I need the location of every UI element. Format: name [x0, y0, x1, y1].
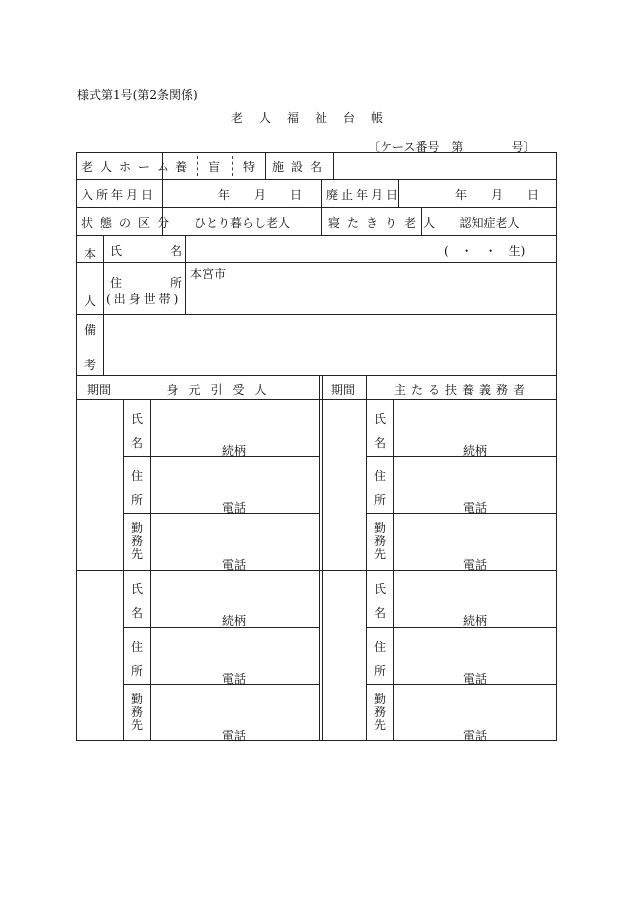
supporter2-workplace-label: 勤 務 先 — [373, 692, 386, 732]
person-address-sub-label: (出身世帯) — [106, 292, 182, 306]
supporter1-name-label-1: 氏 — [374, 412, 387, 426]
period-header-right: 期間 — [331, 383, 356, 397]
nursing-home-type-mo[interactable]: 盲 — [208, 160, 221, 174]
person-name-label-1: 氏 — [110, 244, 123, 258]
guarantor1-workplace-phone-label: 電話 — [222, 558, 247, 572]
nursing-home-type-yo[interactable]: 養 — [175, 160, 188, 174]
guarantor2-name-label-2: 名 — [131, 606, 144, 620]
person-name-label-2: 名 — [170, 244, 183, 258]
person-side-label-bottom: 人 — [84, 294, 97, 308]
person-side-label-top: 本 — [84, 247, 97, 261]
guarantor1-address-label-1: 住 — [131, 469, 144, 483]
facility-name-label: 施設名 — [272, 160, 330, 174]
supporter2-name-label-1: 氏 — [374, 582, 387, 596]
supporter1-address-label-1: 住 — [374, 469, 387, 483]
nursing-home-label: 老人ホーム — [81, 160, 177, 174]
guarantor2-workplace-phone-label: 電話 — [222, 729, 247, 743]
person-address-label-1: 住 — [110, 276, 123, 290]
admission-date-label: 入所年月日 — [81, 188, 157, 202]
nursing-home-type-toku[interactable]: 特 — [243, 160, 256, 174]
guarantor2-address-label-2: 所 — [131, 664, 144, 678]
status-bedridden[interactable]: 寝たきり老人 — [328, 216, 443, 230]
form-header: 様式第1号(第2条関係) — [77, 88, 198, 102]
page-title: 老人福祉台帳 — [230, 111, 399, 125]
supporter2-address-label-1: 住 — [374, 640, 387, 654]
supporter1-workplace-label: 勤 務 先 — [373, 521, 386, 561]
guarantor2-relation-label: 続柄 — [222, 614, 247, 628]
guarantor-header-title: 身元引受人 — [166, 383, 277, 397]
remarks-label-bottom: 考 — [84, 358, 97, 372]
status-living-alone[interactable]: ひとり暮らし老人 — [193, 216, 290, 230]
supporter1-address-label-2: 所 — [374, 493, 387, 507]
guarantor1-address-label-2: 所 — [131, 493, 144, 507]
status-dementia[interactable]: 認知症老人 — [459, 216, 520, 230]
status-category-label: 状態の区分 — [81, 216, 177, 230]
guarantor1-workplace-label: 勤 務 先 — [130, 521, 143, 561]
supporter2-relation-label: 続柄 — [463, 614, 488, 628]
supporter2-address-phone-label: 電話 — [463, 672, 488, 686]
admission-date-value[interactable]: 年 月 日 — [218, 188, 303, 202]
case-number: 〔ケース番号 第 号〕 — [368, 140, 536, 154]
supporter2-workplace-phone-label: 電話 — [463, 729, 488, 743]
supporter1-address-phone-label: 電話 — [463, 501, 488, 515]
abolition-date-value[interactable]: 年 月 日 — [455, 188, 540, 202]
guarantor1-address-phone-label: 電話 — [222, 501, 247, 515]
supporter2-name-label-2: 名 — [374, 606, 387, 620]
guarantor2-address-phone-label: 電話 — [222, 672, 247, 686]
person-address-value[interactable]: 本宮市 — [190, 267, 227, 281]
period-header-left: 期間 — [87, 383, 112, 397]
supporter2-address-label-2: 所 — [374, 664, 387, 678]
birth-date-format[interactable]: ( ・ ・ 生) — [444, 244, 526, 258]
guarantor1-name-label-1: 氏 — [131, 412, 144, 426]
abolition-date-label: 廃止年月日 — [326, 188, 402, 202]
supporter1-relation-label: 続柄 — [463, 444, 488, 458]
dependent-supporter-header-title: 主たる扶養義務者 — [393, 383, 530, 397]
remarks-field[interactable] — [106, 318, 554, 372]
supporter1-workplace-phone-label: 電話 — [463, 558, 488, 572]
person-address-label-2: 所 — [170, 276, 183, 290]
guarantor1-relation-label: 続柄 — [222, 444, 247, 458]
guarantor2-workplace-label: 勤 務 先 — [130, 692, 143, 732]
guarantor2-name-label-1: 氏 — [131, 582, 144, 596]
remarks-label-top: 備 — [84, 323, 97, 337]
guarantor2-address-label-1: 住 — [131, 640, 144, 654]
guarantor1-name-label-2: 名 — [131, 436, 144, 450]
supporter1-name-label-2: 名 — [374, 436, 387, 450]
